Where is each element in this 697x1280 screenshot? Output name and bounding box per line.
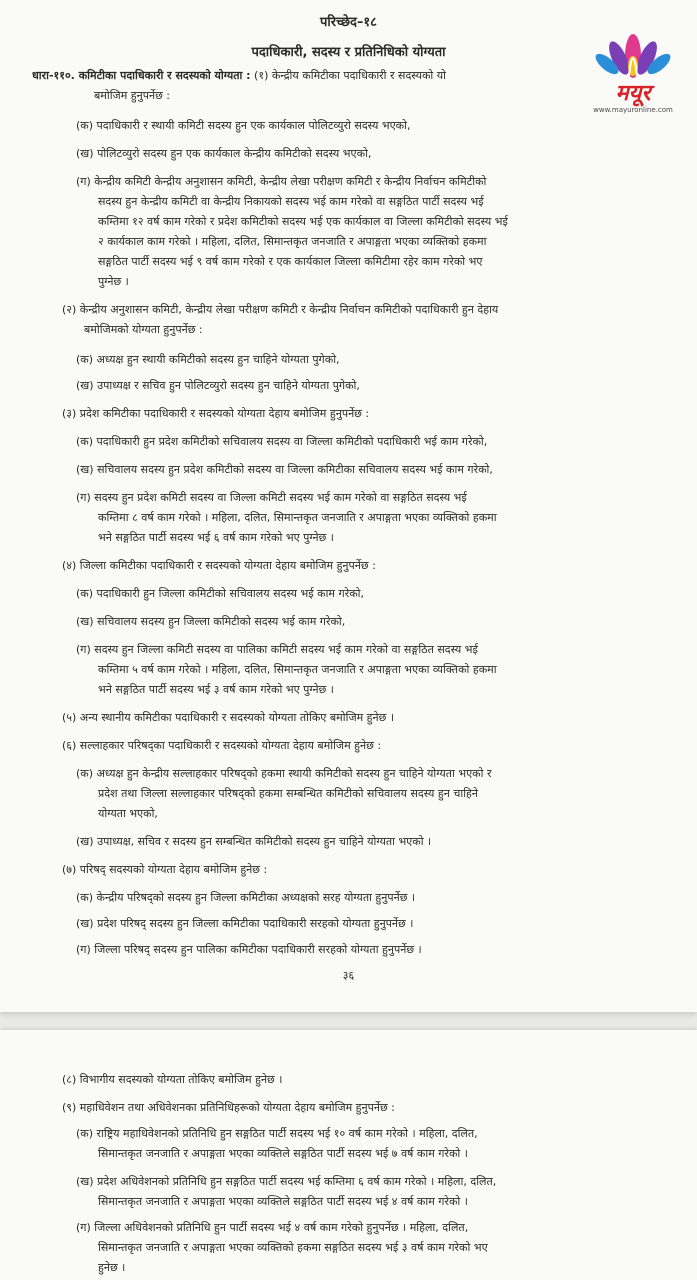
logo-wordmark: मयूर [615, 81, 651, 106]
subsection-6: (६) सल्लाहकार परिषद्का पदाधिकारी र सदस्यको योग्यता देहाय बमोजिम हुनेछ : [62, 739, 382, 752]
clause-9-ga [76, 1218, 488, 1278]
paragraph-line: योग्यता भएको, [98, 807, 158, 820]
paragraph-line: २ कार्यकाल काम गरेको । महिला, दलित, सिमान्तकृत जनजाति र अपाङ्गता भएका व्यक्तिको हकमा [98, 235, 487, 248]
clause-4-kha: (ख) सचिवालय सदस्य हुन जिल्ला कमिटीको सदस्य भई काम गरेको, [76, 615, 346, 628]
paragraph-line: बमोजिम हुनुपर्नेछ : [94, 89, 171, 102]
paragraph-line: (ग) केन्द्रीय कमिटी केन्द्रीय अनुशासन कमिटी, केन्द्रीय लेखा परीक्षण कमिटी र केन्द्रीय निर्वाचन कमिटीको [76, 175, 487, 188]
clause-1-ka: (क) पदाधिकारी र स्थायी कमिटी सदस्य हुन एक कार्यकाल पोलिटव्युरो सदस्य भएको, [76, 119, 411, 132]
subsection-3: (३) प्रदेश कमिटीका पदाधिकारी र सदस्यको योग्यता देहाय बमोजिम हुनुपर्नेछ : [62, 407, 370, 420]
paragraph-line: भने सङ्गठित पार्टी सदस्य भई ३ वर्ष काम गरेको भए पुग्नेछ । [98, 683, 334, 696]
peacock-lotus-icon [593, 26, 673, 78]
clause-9-kha [76, 1172, 496, 1212]
document-page-2 [0, 1030, 697, 1280]
paragraph-line: पुग्नेछ । [98, 275, 129, 288]
paragraph-line: सिमान्तकृत जनजाति र अपाङ्गता भएका व्यक्तिले सङ्गठित पार्टी सदस्य भई ४ वर्ष काम गरेको । [98, 1195, 468, 1208]
paragraph-line: (२) केन्द्रीय अनुशासन कमिटी, केन्द्रीय लेखा परीक्षण कमिटी र केन्द्रीय निर्वाचन कमिटीको पदाधिकारी हुन देहाय [62, 303, 499, 316]
clause-6-kha: (ख) उपाध्यक्ष, सचिव र सदस्य हुन सम्बन्धित कमिटीको सदस्य हुन चाहिने योग्यता भएको । [76, 835, 432, 848]
clause-7-ka: (क) केन्द्रीय परिषद्को सदस्य हुन जिल्ला कमिटीका अध्यक्षको सरह योग्यता हुनुपर्नेछ । [76, 891, 416, 904]
subsection-5: (५) अन्य स्थानीय कमिटीका पदाधिकारी र सदस्यको योग्यता तोकिए बमोजिम हुनेछ । [62, 711, 394, 724]
page-number: ३६ [342, 969, 355, 982]
paragraph-line: (क) अध्यक्ष हुन केन्द्रीय सल्लाहकार परिषद्को हकमा स्थायी कमिटीको सदस्य हुन चाहिने योग्यता भएको र [76, 767, 492, 780]
clause-6-ka [76, 764, 491, 824]
paragraph-line: कम्तिमा ५ वर्ष काम गरेको । महिला, दलित, सिमान्तकृत जनजाति र अपाङ्गता भएका व्यक्तिको हकमा [98, 663, 497, 676]
paragraph-line: (क) राष्ट्रिय महाधिवेशनको प्रतिनिधि हुन सङ्गठित पार्टी सदस्य भई १० वर्ष काम गरेको । महिला, दलित, [76, 1127, 478, 1140]
clause-7-ga: (ग) जिल्ला परिषद् सदस्य हुन पालिका कमिटीका पदाधिकारी सरहको योग्यता हुनुपर्नेछ । [76, 943, 422, 956]
paragraph-line: सिमान्तकृत जनजाति र अपाङ्गता भएका व्यक्तिको हकमा सङ्गठित सदस्य भई ३ वर्ष काम गरेको भए [98, 1241, 488, 1254]
subsection-7: (७) परिषद् सदस्यको योग्यता देहाय बमोजिम हुनेछ : [62, 863, 268, 876]
subsection-4: (४) जिल्ला कमिटीका पदाधिकारी र सदस्यको योग्यता देहाय बमोजिम हुनुपर्नेछ : [62, 559, 376, 572]
section-label: धारा-११०. कमिटीका पदाधिकारी र सदस्यको योग्यता : [32, 69, 251, 82]
paragraph-line: (ग) जिल्ला अधिवेशनको प्रतिनिधि हुन पार्टी सदस्य भई ४ वर्ष काम गरेको हुनुपर्नेछ । महिला, दलित, [76, 1221, 469, 1234]
clause-2-kha: (ख) उपाध्यक्ष र सचिव हुन पोलिटव्युरो सदस्य हुन चाहिने योग्यता पुगेको, [76, 379, 360, 392]
clause-2-ka: (क) अध्यक्ष हुन स्थायी कमिटीको सदस्य हुन चाहिने योग्यता पुगेको, [76, 353, 340, 366]
section-110 [32, 66, 446, 106]
clause-9-ka [76, 1124, 478, 1164]
paragraph-line: हुनेछ । [98, 1261, 126, 1274]
paragraph-line: सदस्य हुन केन्द्रीय कमिटी वा केन्द्रीय निकायको सदस्य भई काम गरेको वा सङ्गठित पार्टी सदस्य भई [98, 195, 484, 208]
clause-3-kha: (ख) सचिवालय सदस्य हुन प्रदेश कमिटीको सदस्य वा जिल्ला कमिटीका सचिवालय सदस्य भई काम गरेको, [76, 463, 493, 476]
subsection-9: (९) महाधिवेशन तथा अधिवेशनका प्रतिनिधिहरूको योग्यता देहाय बमोजिम हुनुपर्नेछ : [62, 1101, 395, 1114]
paragraph-line: (ग) सदस्य हुन जिल्ला कमिटी सदस्य वा पालिका कमिटी सदस्य भई काम गरेको वा सङ्गठित सदस्य भई [76, 643, 478, 656]
clause-4-ga [76, 640, 497, 700]
clause-4-ka: (क) पदाधिकारी हुन जिल्ला कमिटीको सचिवालय सदस्य भई काम गरेको, [76, 587, 364, 600]
paragraph-line: बमोजिमको योग्यता हुनुपर्नेछ : [84, 323, 203, 336]
logo-url: www.mayuronline.com [593, 106, 673, 114]
clause-3-ga [76, 488, 497, 548]
subsection-2 [62, 300, 498, 340]
paragraph-line: (ग) सदस्य हुन प्रदेश कमिटी सदस्य वा जिल्ला कमिटी सदस्य भई काम गरेको वा सङ्गठित सदस्य भई [76, 491, 467, 504]
paragraph-line: सिमान्तकृत जनजाति र अपाङ्गता भएका व्यक्तिले सङ्गठित पार्टी सदस्य भई ७ वर्ष काम गरेको । [98, 1147, 468, 1160]
paragraph-line: (ख) प्रदेश अधिवेशनको प्रतिनिधि हुन सङ्गठित पार्टी सदस्य भई कम्तिमा ६ वर्ष काम गरेको । महिला, दलित, [76, 1175, 497, 1188]
paragraph-line: भने सङ्गठित पार्टी सदस्य भई ६ वर्ष काम गरेको भए पुग्नेछ । [98, 531, 334, 544]
paragraph-line: कम्तिमा ८ वर्ष काम गरेको । महिला, दलित, सिमान्तकृत जनजाति र अपाङ्गता भएका व्यक्तिको हकमा [98, 511, 497, 524]
clause-1-ga [76, 172, 508, 292]
section-text: (१) केन्द्रीय कमिटीका पदाधिकारी र सदस्यको यो [250, 69, 446, 82]
chapter-heading: परिच्छेद–१८ [320, 15, 377, 30]
clause-7-kha: (ख) प्रदेश परिषद् सदस्य हुन जिल्ला कमिटीका पदाधिकारी सरहको योग्यता हुनुपर्नेछ । [76, 917, 414, 930]
mayur-logo [578, 26, 688, 126]
clause-3-ka: (क) पदाधिकारी हुन प्रदेश कमिटीको सचिवालय सदस्य वा जिल्ला कमिटीको पदाधिकारी भई काम गरेको, [76, 435, 488, 448]
chapter-title: पदाधिकारी, सदस्य र प्रतिनिधिको योग्यता [251, 45, 446, 60]
paragraph-line: प्रदेश तथा जिल्ला सल्लाहकार परिषद्को हकमा सम्बन्धित कमिटीको सचिवालय सदस्य हुन चाहिने [98, 787, 478, 800]
paragraph-line: सङ्गठित पार्टी सदस्य भई ९ वर्ष काम गरेको र एक कार्यकाल जिल्ला कमिटीमा रहेर काम गरेको भए [98, 255, 483, 268]
clause-1-kha: (ख) पोलिटव्युरो सदस्य हुन एक कार्यकाल केन्द्रीय कमिटीको सदस्य भएको, [76, 147, 372, 160]
paragraph-line: कम्तिमा १२ वर्ष काम गरेको र प्रदेश कमिटीको सदस्य भई एक कार्यकाल वा जिल्ला कमिटीको सदस्य भई [98, 215, 508, 228]
subsection-8: (८) विभागीय सदस्यको योग्यता तोकिए बमोजिम हुनेछ । [62, 1073, 283, 1086]
